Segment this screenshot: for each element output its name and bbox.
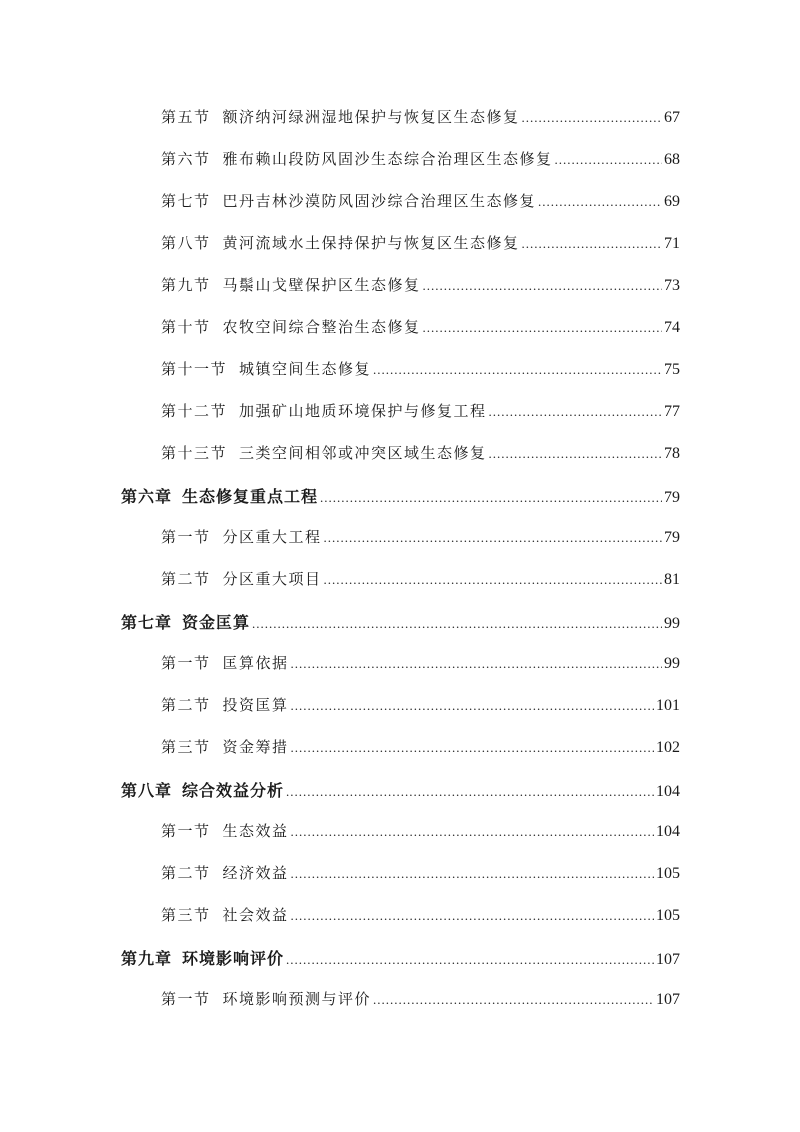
toc-entry-title: 雅布赖山段防风固沙生态综合治理区生态修复 — [222, 150, 553, 168]
toc-entry-title: 巴丹吉林沙漠防风固沙综合治理区生态修复 — [222, 192, 537, 210]
toc-entry-page: 99 — [664, 615, 680, 632]
toc-entry-title: 农牧空间综合整治生态修复 — [222, 318, 421, 336]
toc-entry-title: 三类空间相邻或冲突区域生态修复 — [239, 444, 487, 462]
toc-entry-section[interactable] — [161, 568, 680, 594]
toc-entry-number: 第一节 — [161, 822, 211, 840]
toc-entry-number: 第九节 — [161, 276, 211, 294]
dot-leader — [291, 656, 662, 672]
toc-entry-number: 第三节 — [161, 906, 211, 924]
toc-entry-title: 城镇空间生态修复 — [239, 360, 372, 378]
toc-entry-number: 第八节 — [161, 234, 211, 252]
dot-leader — [291, 824, 654, 840]
toc-entry-section[interactable] — [161, 904, 680, 930]
toc-entry-page: 78 — [664, 445, 680, 462]
toc-entry-section[interactable] — [161, 232, 680, 258]
dot-leader — [324, 530, 662, 546]
toc-entry-section[interactable] — [161, 106, 680, 132]
toc-entry-number: 第一节 — [161, 528, 211, 546]
toc-entry-page: 68 — [664, 151, 680, 168]
toc-entry-section[interactable] — [161, 190, 680, 216]
toc-entry-section[interactable] — [161, 442, 680, 468]
toc-entry-page: 107 — [656, 991, 680, 1008]
toc-entry-number: 第五节 — [161, 108, 211, 126]
toc-entry-chapter[interactable] — [121, 484, 680, 510]
dot-leader — [291, 698, 654, 714]
toc-entry-number: 第七章 — [121, 613, 173, 632]
dot-leader — [555, 152, 662, 168]
toc-entry-number: 第一节 — [161, 654, 211, 672]
toc-entry-title: 加强矿山地质环境保护与修复工程 — [239, 402, 487, 420]
toc-entry-title: 分区重大工程 — [222, 528, 322, 546]
toc-entry-title: 分区重大项目 — [222, 570, 322, 588]
dot-leader — [522, 110, 662, 126]
dot-leader — [286, 784, 654, 800]
toc-entry-page: 69 — [664, 193, 680, 210]
toc-entry-section[interactable] — [161, 736, 680, 762]
toc-entry-chapter[interactable] — [121, 946, 680, 972]
dot-leader — [320, 490, 662, 506]
toc-entry-page: 104 — [656, 783, 680, 800]
toc-entry-title: 生态效益 — [222, 822, 289, 840]
dot-leader — [291, 908, 654, 924]
toc-entry-page: 73 — [664, 277, 680, 294]
toc-entry-section[interactable] — [161, 358, 680, 384]
toc-entry-page: 101 — [656, 697, 680, 714]
toc-entry-title: 生态修复重点工程 — [182, 487, 319, 506]
toc-entry-section[interactable] — [161, 400, 680, 426]
toc-entry-page: 104 — [656, 823, 680, 840]
toc-entry-section[interactable] — [161, 862, 680, 888]
toc-entry-number: 第二节 — [161, 696, 211, 714]
toc-entry-number: 第六章 — [121, 487, 173, 506]
toc-entry-title: 社会效益 — [222, 906, 289, 924]
toc-entry-chapter[interactable] — [121, 778, 680, 804]
toc-entry-section[interactable] — [161, 694, 680, 720]
dot-leader — [324, 572, 662, 588]
dot-leader — [373, 362, 662, 378]
dot-leader — [538, 194, 662, 210]
toc-entry-title: 经济效益 — [222, 864, 289, 882]
toc-entry-title: 资金匡算 — [182, 613, 251, 632]
dot-leader — [373, 992, 654, 1008]
toc-entry-page: 107 — [656, 951, 680, 968]
toc-entry-section[interactable] — [161, 526, 680, 552]
toc-entry-section[interactable] — [161, 652, 680, 678]
toc-entry-title: 额济纳河绿洲湿地保护与恢复区生态修复 — [222, 108, 520, 126]
dot-leader — [423, 278, 662, 294]
toc-entry-number: 第一节 — [161, 990, 211, 1008]
toc-entry-page: 79 — [664, 529, 680, 546]
toc-entry-section[interactable] — [161, 274, 680, 300]
toc-entry-page: 105 — [656, 907, 680, 924]
dot-leader — [291, 866, 654, 882]
toc-entry-number: 第十节 — [161, 318, 211, 336]
toc-entry-title: 马鬃山戈壁保护区生态修复 — [222, 276, 421, 294]
toc-entry-page: 77 — [664, 403, 680, 420]
toc-entry-page: 71 — [664, 235, 680, 252]
toc-entry-title: 投资匡算 — [222, 696, 289, 714]
toc-entry-page: 81 — [664, 571, 680, 588]
toc-entry-number: 第十三节 — [161, 444, 228, 462]
dot-leader — [291, 740, 654, 756]
toc-entry-number: 第七节 — [161, 192, 211, 210]
dot-leader — [252, 616, 662, 632]
toc-entry-page: 105 — [656, 865, 680, 882]
toc-entry-page: 79 — [664, 489, 680, 506]
toc-entry-page: 74 — [664, 319, 680, 336]
toc-entry-title: 黄河流域水土保持保护与恢复区生态修复 — [222, 234, 520, 252]
toc-entry-number: 第八章 — [121, 781, 173, 800]
dot-leader — [423, 320, 662, 336]
toc-entry-section[interactable] — [161, 988, 680, 1014]
toc-entry-number: 第九章 — [121, 949, 173, 968]
dot-leader — [286, 952, 654, 968]
toc-entry-page: 67 — [664, 109, 680, 126]
dot-leader — [489, 404, 662, 420]
toc-entry-title: 环境影响预测与评价 — [222, 990, 372, 1008]
toc-entry-section[interactable] — [161, 820, 680, 846]
toc-entry-number: 第六节 — [161, 150, 211, 168]
toc-entry-page: 75 — [664, 361, 680, 378]
toc-entry-page: 99 — [664, 655, 680, 672]
dot-leader — [489, 446, 662, 462]
toc-entry-number: 第十二节 — [161, 402, 228, 420]
toc-entry-number: 第十一节 — [161, 360, 228, 378]
toc-entry-chapter[interactable] — [121, 610, 680, 636]
toc-entry-title: 匡算依据 — [222, 654, 289, 672]
toc-entry-title: 资金筹措 — [222, 738, 289, 756]
toc-entry-title: 综合效益分析 — [182, 781, 285, 800]
toc-entry-title: 环境影响评价 — [182, 949, 285, 968]
toc-entry-number: 第二节 — [161, 864, 211, 882]
toc-entry-section[interactable] — [161, 316, 680, 342]
toc-entry-number: 第二节 — [161, 570, 211, 588]
toc-entry-number: 第三节 — [161, 738, 211, 756]
dot-leader — [522, 236, 662, 252]
toc-entry-section[interactable] — [161, 148, 680, 174]
toc-entry-page: 102 — [656, 739, 680, 756]
